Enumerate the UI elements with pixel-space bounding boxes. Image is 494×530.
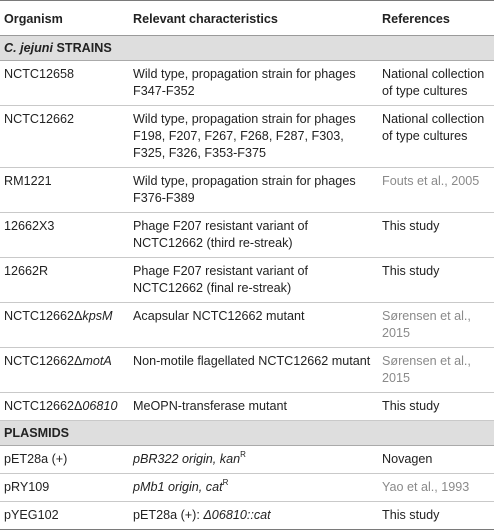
organism-name: pRY109 (4, 480, 50, 494)
organism-name: pET28a (+) (4, 452, 68, 466)
characteristics-cell (129, 393, 378, 421)
reference-link[interactable]: Yao et al., 1993 (382, 480, 470, 494)
reference-text: This study (382, 219, 440, 233)
characteristics-cell (129, 213, 378, 258)
table-row (0, 393, 494, 421)
characteristics-text: Acapsular NCTC12662 mutant (133, 309, 305, 323)
organism-name: 12662R (4, 264, 49, 278)
table-row (0, 258, 494, 303)
section-title-text: STRAINS (52, 41, 112, 55)
section-header-row (0, 421, 494, 446)
superscript-resistance: R (240, 449, 246, 459)
reference-text: Novagen (382, 452, 433, 466)
reference-cell[interactable] (378, 303, 494, 348)
table-row (0, 502, 494, 530)
characteristics-cell (129, 61, 378, 106)
characteristics-cell (129, 303, 378, 348)
table-row (0, 106, 494, 168)
organism-name: 12662X3 (4, 219, 55, 233)
characteristics-text: Phage F207 resistant variant of NCTC12662 (third re-streak) (133, 219, 309, 250)
characteristics-text: Wild type, propagation strain for phages F347-F352 (133, 67, 356, 98)
characteristics-italic: pMb1 origin, cat (133, 480, 223, 494)
reference-link[interactable]: Sørensen et al., 2015 (382, 309, 471, 340)
table-row (0, 61, 494, 106)
table-row (0, 213, 494, 258)
section-title-text: PLASMIDS (4, 426, 70, 440)
table-row (0, 474, 494, 502)
header-organism: Organism (0, 1, 129, 36)
organism-cell (0, 446, 129, 474)
organism-cell (0, 474, 129, 502)
header-relevant-characteristics: Relevant characteristics (129, 1, 378, 36)
section-title (0, 421, 494, 446)
characteristics-cell (129, 168, 378, 213)
reference-cell[interactable] (378, 168, 494, 213)
organism-name: pYEG102 (4, 508, 59, 522)
table-row (0, 446, 494, 474)
organism-name: NCTC12662Δ (4, 309, 83, 323)
organism-cell (0, 168, 129, 213)
organism-gene-italic: kpsM (82, 309, 113, 323)
characteristics-text: Wild type, propagation strain for phages F198, F207, F267, F268, F287, F303, F325, F326, F353-F375 (133, 112, 356, 160)
organism-name: RM1221 (4, 174, 52, 188)
organism-cell (0, 348, 129, 393)
characteristics-cell (129, 258, 378, 303)
table-header (0, 1, 494, 36)
reference-text: National collection of type cultures (382, 67, 485, 98)
organism-cell (0, 61, 129, 106)
organism-gene-italic: 06810 (82, 399, 118, 413)
organism-cell (0, 106, 129, 168)
organism-name: NCTC12662Δ (4, 354, 83, 368)
organism-name: NCTC12658 (4, 67, 74, 81)
reference-cell (378, 258, 494, 303)
table-body (0, 36, 494, 530)
table-row (0, 168, 494, 213)
reference-cell (378, 393, 494, 421)
reference-link[interactable]: Sørensen et al., 2015 (382, 354, 471, 385)
table-row (0, 348, 494, 393)
characteristics-italic: pBR322 origin, kan (133, 452, 241, 466)
organism-cell (0, 502, 129, 530)
characteristics-cell (129, 502, 378, 530)
characteristics-cell (129, 446, 378, 474)
organism-name: NCTC12662 (4, 112, 74, 126)
organism-cell (0, 213, 129, 258)
reference-cell[interactable] (378, 348, 494, 393)
table-row (0, 303, 494, 348)
organism-gene-italic: motA (82, 354, 112, 368)
characteristics-cell (129, 106, 378, 168)
section-title-italic: C. jejuni (4, 41, 53, 55)
characteristics-cell (129, 348, 378, 393)
reference-cell (378, 502, 494, 530)
reference-cell (378, 213, 494, 258)
reference-text: National collection of type cultures (382, 112, 485, 143)
organism-cell (0, 393, 129, 421)
reference-cell (378, 446, 494, 474)
section-title (0, 36, 494, 61)
superscript-resistance: R (222, 477, 229, 487)
reference-text: This study (382, 508, 440, 522)
reference-cell (378, 106, 494, 168)
characteristics-text: MeOPN-transferase mutant (133, 399, 287, 413)
organism-cell (0, 258, 129, 303)
header-references: References (378, 1, 494, 36)
reference-link[interactable]: Fouts et al., 2005 (382, 174, 480, 188)
characteristics-cell (129, 474, 378, 502)
organism-name: NCTC12662Δ (4, 399, 83, 413)
reference-text: This study (382, 399, 440, 413)
reference-text: This study (382, 264, 440, 278)
reference-cell (378, 61, 494, 106)
characteristics-text: Wild type, propagation strain for phages F376-F389 (133, 174, 356, 205)
organism-cell (0, 303, 129, 348)
characteristics-text: pET28a (+): (133, 508, 204, 522)
header-row (0, 1, 494, 36)
characteristics-text: Phage F207 resistant variant of NCTC12662 (final re-streak) (133, 264, 309, 295)
reference-cell[interactable] (378, 474, 494, 502)
characteristics-text: Non-motile flagellated NCTC12662 mutant (133, 354, 371, 368)
characteristics-italic: Δ06810::cat (203, 508, 271, 522)
section-header-row (0, 36, 494, 61)
